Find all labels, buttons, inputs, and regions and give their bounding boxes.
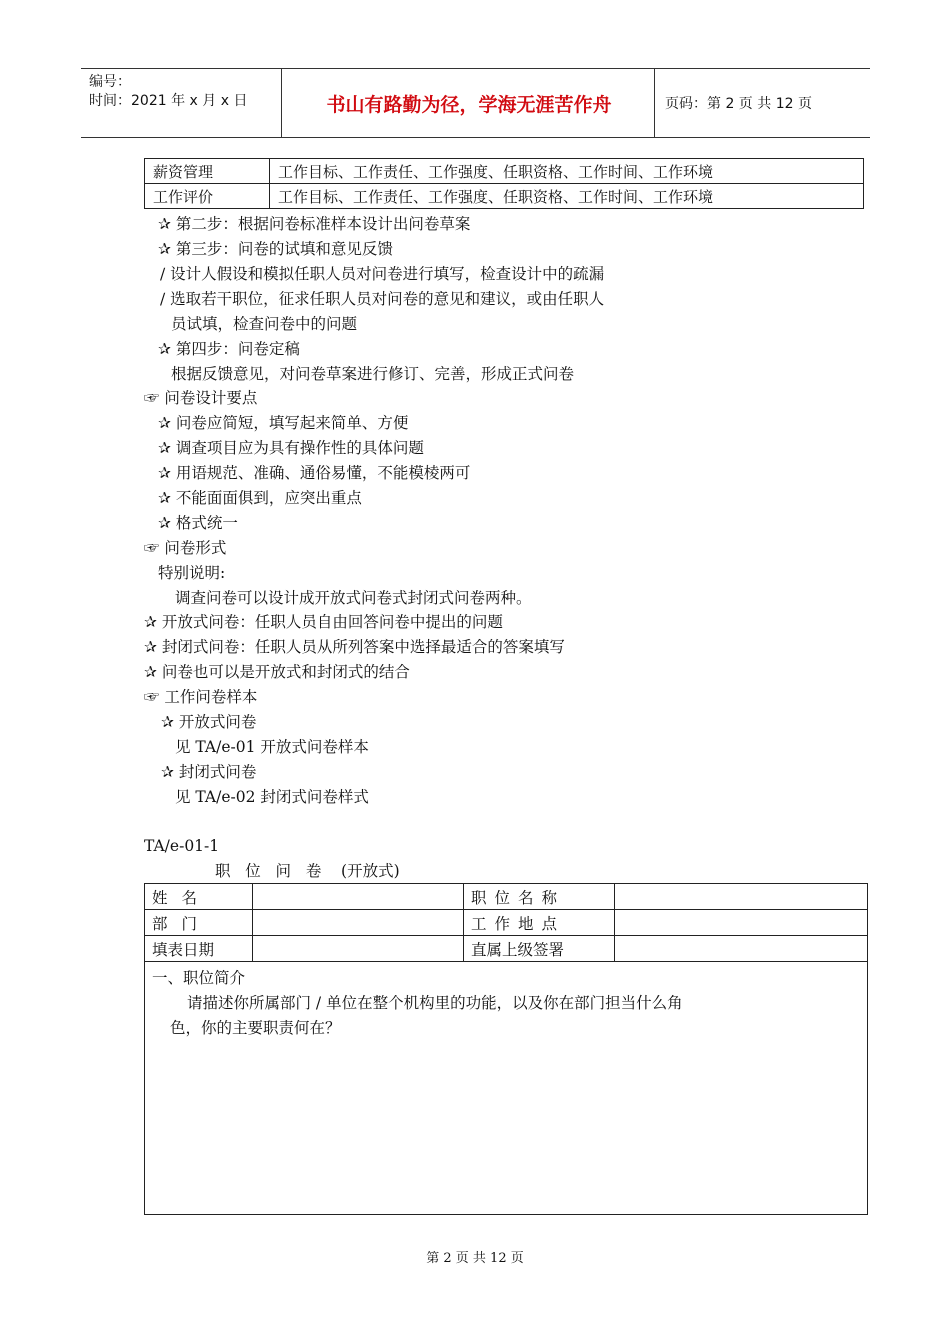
supervisor-field[interactable] [615,936,868,962]
list-item: ✰ 开放式问卷 [161,713,257,731]
header-divider [281,69,282,137]
table-cell-value: 工作目标、工作责任、工作强度、任职资格、工作时间、工作环境 [270,184,864,209]
table-row [145,159,864,184]
form-title: 职 位 问 卷 (开放式) [215,862,400,880]
section-heading: ☞ 工作问卷样本 [144,688,258,706]
paragraph-line: 见 TA/e-01 开放式问卷样本 [175,738,369,756]
sub-item-line: ∕ 选取若干职位，征求任职人员对问卷的意见和建议，或由任职人 [160,290,605,308]
header-page-label: 页码：第 2 页 共 12 页 [665,96,812,112]
questionnaire-table [144,883,868,1215]
list-item: ✰ 封闭式问卷：任职人员从所列答案中选择最适合的答案填写 [144,638,565,656]
section-heading: ☞ 问卷形式 [144,539,227,557]
step-four-line: ✰ 第四步：问卷定稿 [158,340,300,358]
step-two-line: ✰ 第二步：根据问卷标准样本设计出问卷草案 [158,215,471,233]
list-item: ✰ 用语规范、准确、通俗易懂，不能模棱两可 [158,464,471,482]
position-label: 职位名称 [464,884,615,910]
name-field[interactable] [253,884,464,910]
sub-item-continuation: 员试填，检查问卷中的问题 [171,315,358,333]
table-row [145,962,868,1215]
date-field[interactable] [253,936,464,962]
table-row [145,184,864,209]
list-item: ✰ 问卷应简短，填写起来简单、方便 [158,414,409,432]
paragraph-line: 根据反馈意见，对问卷草案进行修订、完善，形成正式问卷 [171,365,575,383]
note-label: 特别说明: [158,564,226,582]
date-label: 填表日期 [145,936,253,962]
table-cell-label: 工作评价 [145,184,270,209]
header-slogan: 书山有路勤为径，学海无涯苦作舟 [326,93,612,116]
dept-label: 部门 [145,910,253,936]
list-item: ✰ 封闭式问卷 [161,763,257,781]
table-cell-label: 薪资管理 [145,159,270,184]
header-meta [89,73,247,111]
location-label: 工作地点 [464,910,615,936]
list-item: ✰ 不能面面俱到，应突出重点 [158,489,362,507]
page-footer [0,1247,950,1266]
section-heading: ☞ 问卷设计要点 [144,389,258,407]
header-divider [654,69,655,137]
supervisor-label: 直属上级签署 [464,936,615,962]
list-item: ✰ 格式统一 [158,514,238,532]
location-field[interactable] [615,910,868,936]
position-field[interactable] [615,884,868,910]
sub-item-line: ∕ 设计人假设和模拟任职人员对问卷进行填写，检查设计中的疏漏 [160,265,605,283]
paragraph-line: 调查问卷可以设计成开放式问卷式封闭式问卷两种。 [175,589,532,607]
form-code: TA/e-01-1 [144,837,220,855]
analysis-table [144,158,864,209]
list-item: ✰ 开放式问卷：任职人员自由回答问卷中提出的问题 [144,613,503,631]
section-intro-cell[interactable] [145,962,868,1215]
dept-field[interactable] [253,910,464,936]
step-three-line: ✰ 第三步：问卷的试填和意见反馈 [158,240,393,258]
table-cell-value: 工作目标、工作责任、工作强度、任职资格、工作时间、工作环境 [270,159,864,184]
time-label: 时间：2021 年 x 月 x 日 [89,93,248,109]
table-row [145,910,868,936]
page-header [81,68,870,138]
list-item: ✰ 调查项目应为具有操作性的具体问题 [158,439,424,457]
name-label: 姓名 [145,884,253,910]
table-row [145,884,868,910]
section1-text: 请描述你所属部门 / 单位在整个机构里的功能，以及你在部门担当什么角 [187,994,683,1012]
section1-text: 色，你的主要职责何在？ [170,1019,341,1037]
paragraph-line: 见 TA/e-02 封闭式问卷样式 [175,788,369,806]
list-item: ✰ 问卷也可以是开放式和封闭式的结合 [144,663,410,681]
footer-page-number: 第 2 页 共 12 页 [426,1251,524,1266]
section1-title: 一、职位简介 [152,969,246,987]
number-label: 编号： [89,74,131,90]
table-row [145,936,868,962]
